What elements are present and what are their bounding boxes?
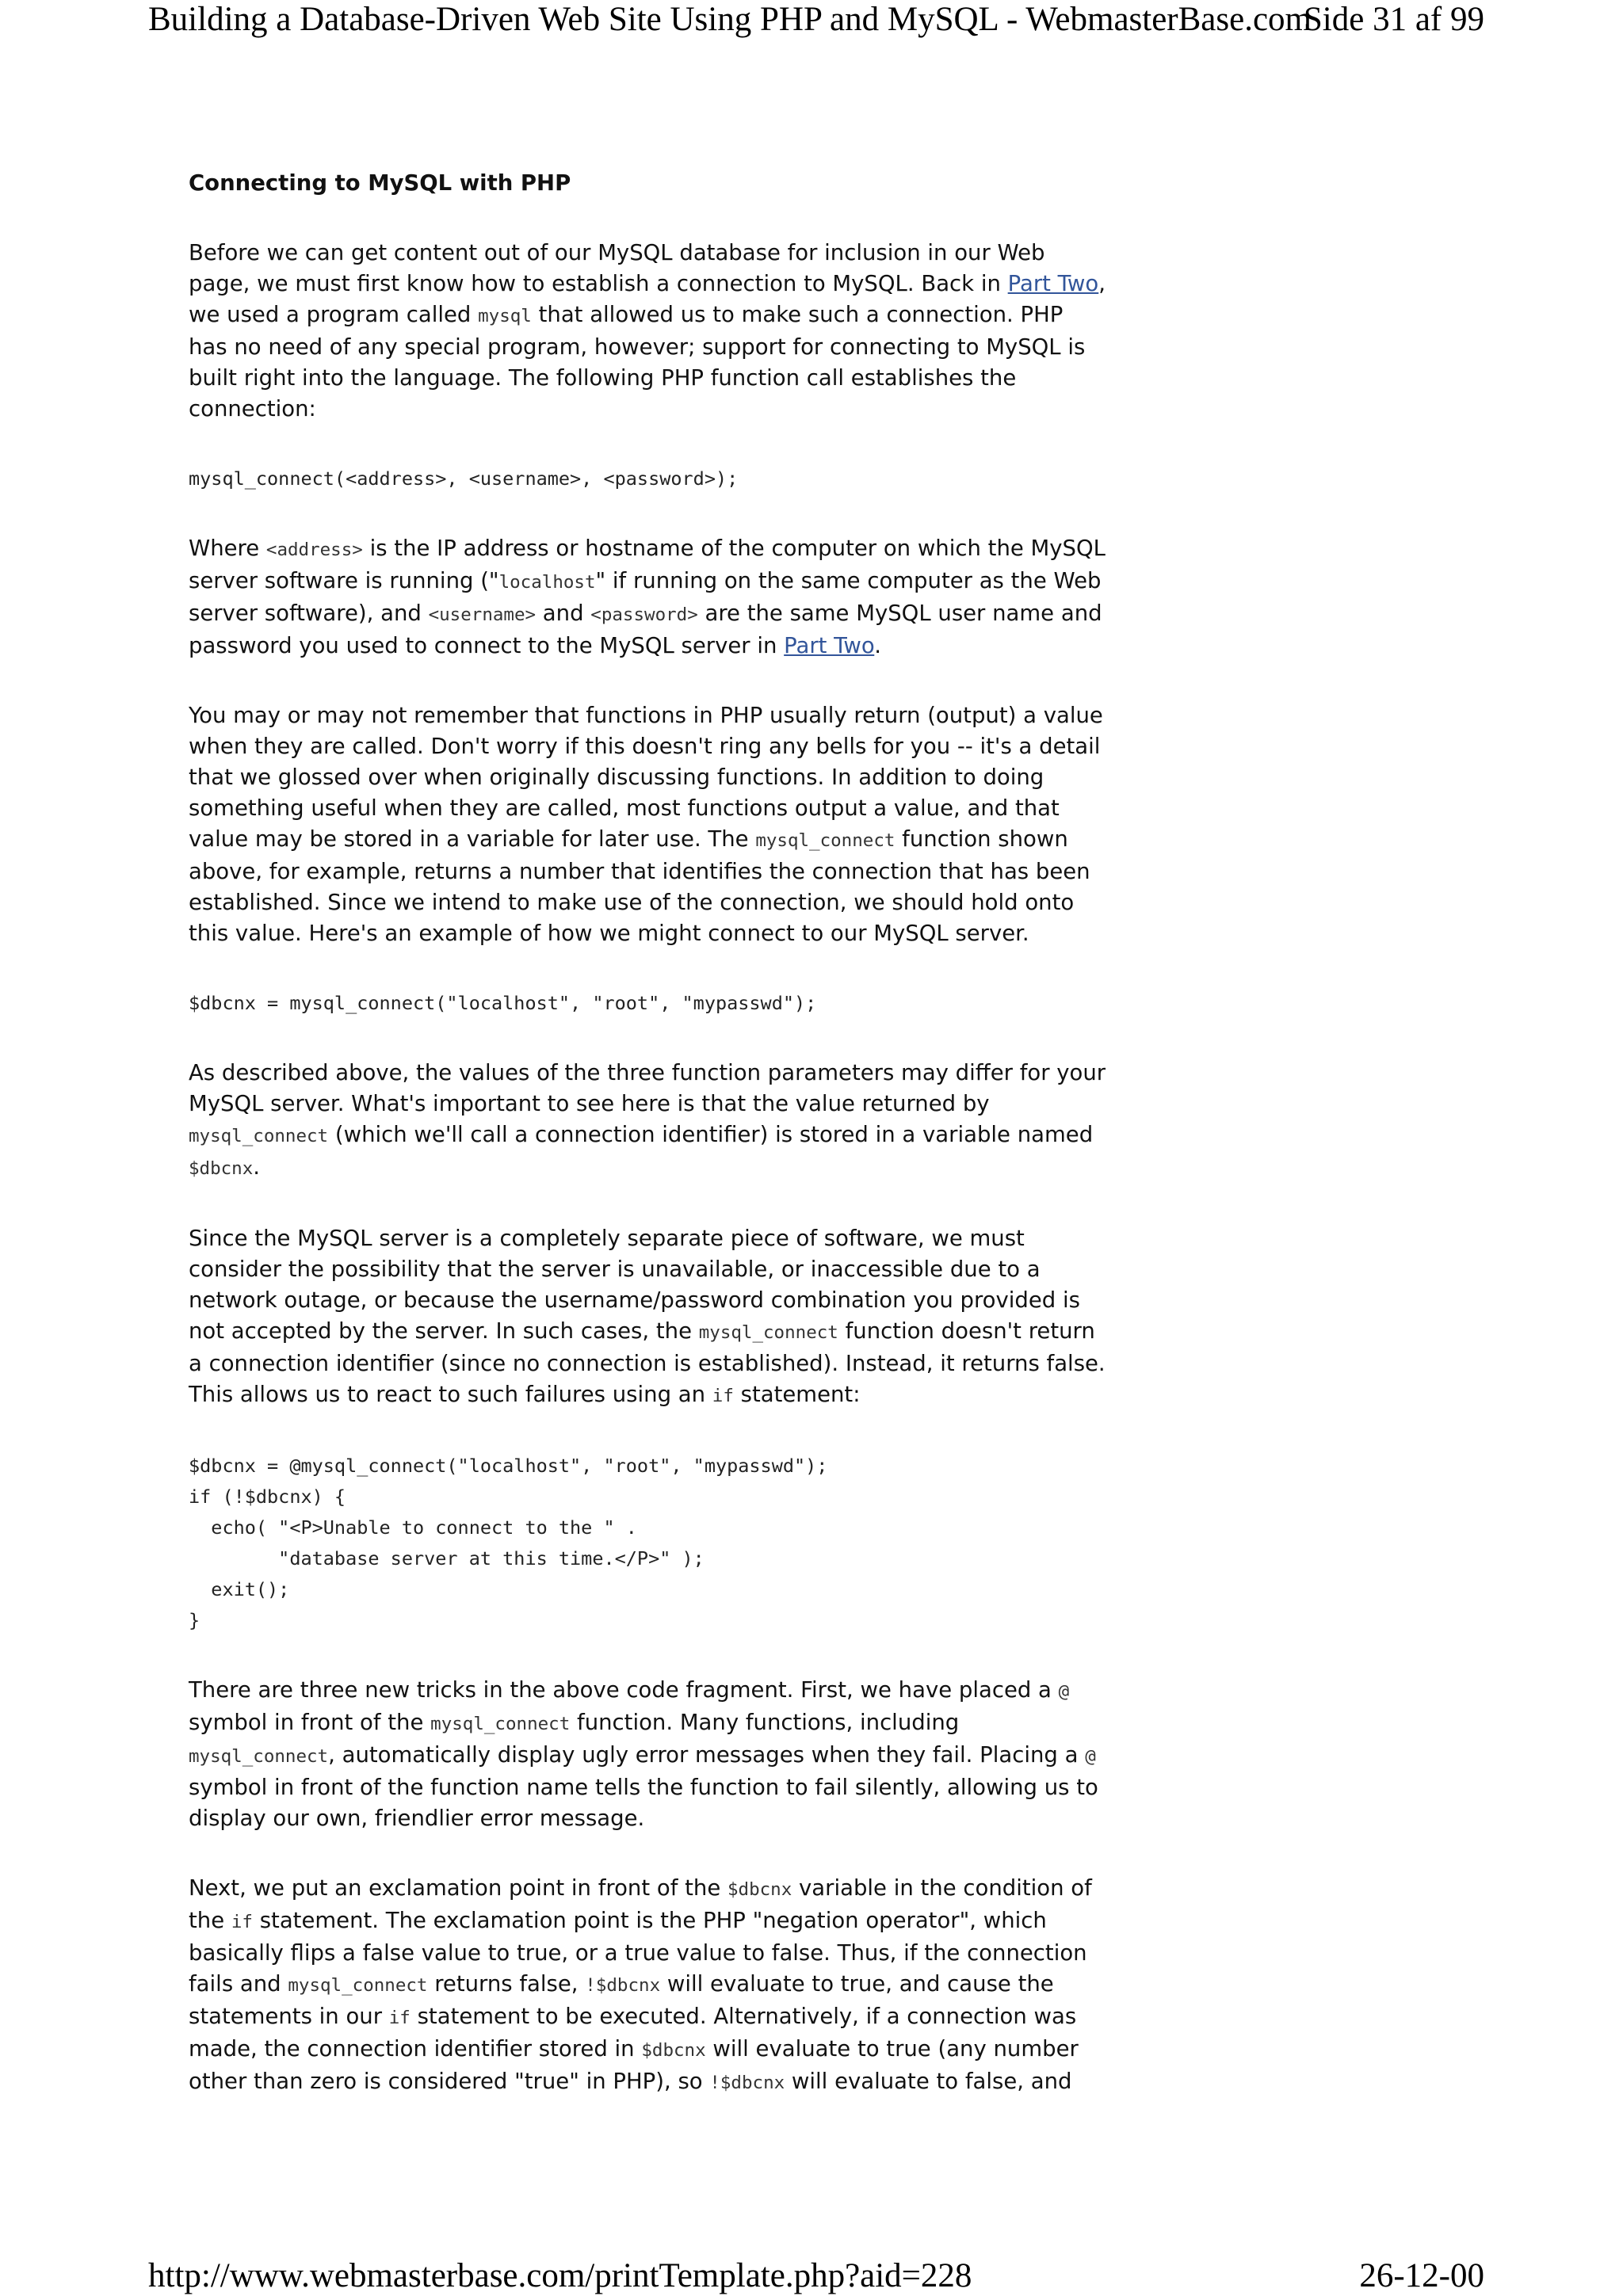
code-block-connect-example: $dbcnx = mysql_connect("localhost", "root", "mypasswd"); [189, 992, 817, 1014]
inline-code: mysql_connect [288, 1975, 428, 1996]
inline-code: if [231, 1912, 253, 1932]
part-two-link[interactable]: Part Two [1007, 271, 1099, 296]
print-footer-date: 26-12-00 [1359, 2257, 1484, 2294]
text-span: will evaluate to true, and cause the statements in our [189, 1971, 1054, 2029]
text-span: Where [189, 536, 266, 561]
text-span: statement. The exclamation point is the PHP "negation operator", which basically flips a false value to true, or a true value to false. Thus, if the connection fails and [189, 1908, 1087, 1997]
text-span: symbol in front of the function name tells the function to fail silently, allowing us to display our own, friendlier error message. [189, 1775, 1098, 1831]
text-span: Before we can get content out of our MySQL database for inclusion in our Web page, we must first know how to establish a connection to MySQL. Back in [189, 240, 1045, 296]
inline-code: !$dbcnx [709, 2073, 785, 2093]
inline-code: <password> [590, 605, 698, 625]
inline-code: $dbcnx [189, 1158, 254, 1179]
text-span: function. Many functions, including [570, 1710, 960, 1735]
text-span: variable in the condition of the [189, 1875, 1092, 1933]
code-block-error-check: $dbcnx = @mysql_connect("localhost", "root", "mypasswd"); if (!$dbcnx) { echo( "<P>Unable to connect to the " . "database server at this time.</P>" ); exit(); } [189, 1455, 828, 1631]
inline-code: $dbcnx [641, 2040, 706, 2061]
text-span: . [253, 1154, 261, 1180]
text-span: Since the MySQL server is a completely separate piece of software, we must consider the possibility that the server is unavailable, or inaccessible due to a network outage, or because the username/password combination you provided is not accepted by the server. In such cases, the [189, 1226, 1080, 1344]
text-span: " if running on the same computer as the Web server software), and [189, 568, 1102, 626]
inline-code: mysql_connect [698, 1322, 838, 1343]
paragraph-parameters [189, 533, 1108, 662]
text-span: , we used a program called [189, 271, 1106, 327]
inline-code: localhost [498, 572, 596, 593]
text-span: (which we'll call a connection identifier) is stored in a variable named [328, 1122, 1094, 1147]
print-header-title: Building a Database-Driven Web Site Using PHP and MySQL - WebmasterBase.com [148, 1, 1312, 38]
inline-code: mysql_connect [189, 1746, 329, 1767]
section-heading: Connecting to MySQL with PHP [189, 170, 571, 196]
print-header-page-number: Side 31 af 99 [1303, 1, 1484, 38]
text-span: returns false, [427, 1971, 586, 1997]
text-span: As described above, the values of the three function parameters may differ for your MySQL server. What's important to see here is that the value returned by [189, 1060, 1106, 1116]
inline-code: mysql_connect [755, 830, 896, 851]
text-span: function doesn't return a connection identifier (since no connection is established). Instead, it returns false. This allows us to react to such failures using an [189, 1318, 1106, 1407]
inline-code: <username> [428, 605, 537, 625]
text-span: will evaluate to false, and [785, 2069, 1072, 2094]
inline-code: if [712, 1386, 734, 1406]
paragraph-return-values [189, 700, 1108, 949]
inline-code: mysql [478, 306, 532, 326]
text-span: , automatically display ugly error messages when they fail. Placing a [328, 1742, 1086, 1768]
paragraph-negation-operator [189, 1873, 1108, 2099]
paragraph-intro [189, 238, 1108, 425]
print-footer-url: http://www.webmasterbase.com/printTemplate.php?aid=228 [148, 2257, 972, 2294]
inline-code: mysql_connect [430, 1714, 571, 1734]
text-span: are the same MySQL user name and password you used to connect to the MySQL server in [189, 601, 1102, 658]
inline-code: if [388, 2008, 411, 2028]
inline-code: @ [1058, 1681, 1070, 1702]
inline-code: @ [1085, 1746, 1096, 1767]
text-span: and [536, 601, 591, 626]
inline-code: mysql_connect [189, 1126, 329, 1146]
text-span: statement to be executed. Alternatively, if a connection was made, the connection identifier stored in [189, 2004, 1077, 2061]
text-span: will evaluate to true (any number other than zero is considered "true" in PHP), so [189, 2036, 1079, 2094]
inline-code: !$dbcnx [585, 1975, 661, 1996]
text-span: . [874, 633, 882, 658]
text-span: that allowed us to make such a connection. PHP has no need of any special program, however; support for connecting to MySQL is built right into the language. The following PHP function call establishes the connection: [189, 302, 1086, 421]
text-span: statement: [733, 1382, 861, 1407]
text-span: function shown above, for example, returns a number that identifies the connection that has been established. Since we intend to make use of the connection, we should hold onto this value. Here's an example of how we might connect to our MySQL server. [189, 826, 1090, 946]
article-body [189, 168, 1108, 2138]
paragraph-failure-handling [189, 1223, 1108, 1412]
text-span: symbol in front of the [189, 1710, 431, 1735]
text-span: There are three new tricks in the above code fragment. First, we have placed a [189, 1677, 1059, 1703]
inline-code: $dbcnx [727, 1879, 792, 1900]
part-two-link[interactable]: Part Two [784, 633, 875, 658]
paragraph-new-tricks [189, 1675, 1108, 1834]
paragraph-connection-identifier [189, 1058, 1108, 1184]
text-span: You may or may not remember that functions in PHP usually return (output) a value when they are called. Don't worry if this doesn't ring any bells for you -- it's a detail that we glossed over when originally discussing functions. In addition to doing something useful when they are called, most functions output a value, and that value may be stored in a variable for later use. The [189, 703, 1103, 852]
text-span: Next, we put an exclamation point in front of the [189, 1875, 727, 1901]
inline-code: <address> [265, 540, 363, 560]
text-span: is the IP address or hostname of the computer on which the MySQL server software is running (" [189, 536, 1106, 593]
code-block-connect-syntax: mysql_connect(<address>, <username>, <password>); [189, 467, 739, 490]
